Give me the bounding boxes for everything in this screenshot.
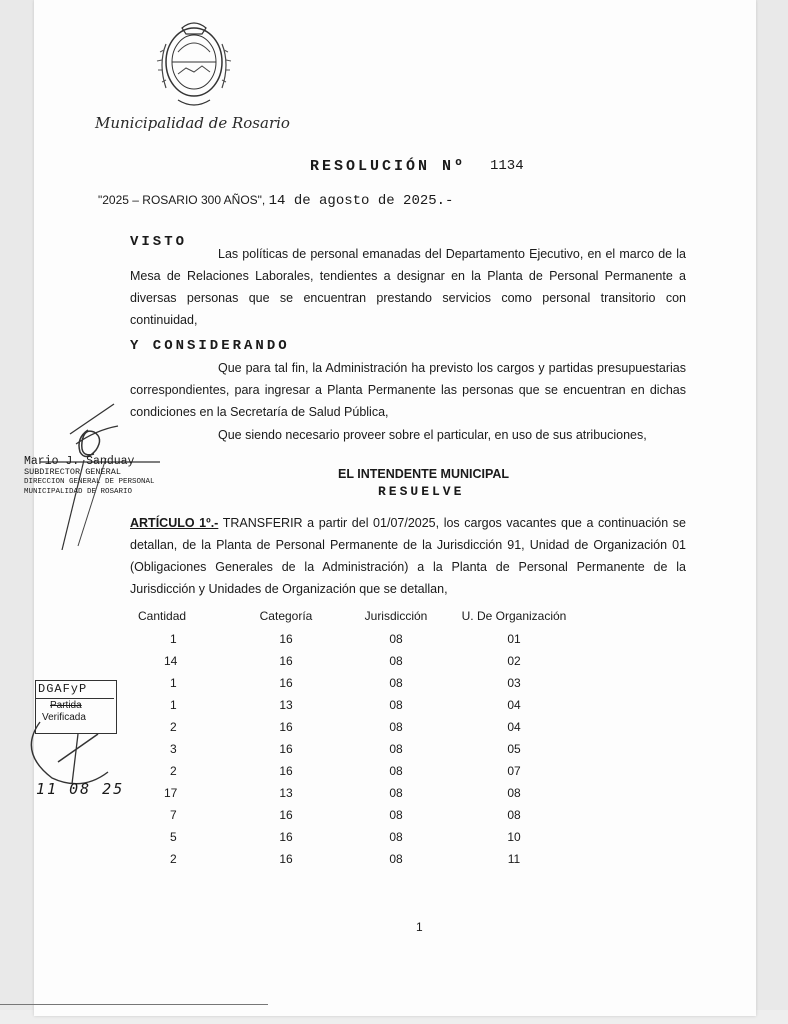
cell-cantidad: 2 bbox=[170, 852, 177, 866]
cell-unidad: 02 bbox=[507, 654, 521, 668]
cell-cantidad: 7 bbox=[170, 808, 177, 822]
resuelve-heading: RESUELVE bbox=[378, 484, 465, 499]
cell-categoria: 13 bbox=[279, 698, 293, 712]
cell-jurisdiccion: 08 bbox=[389, 830, 403, 844]
cell-cantidad: 2 bbox=[170, 764, 177, 778]
signature-block bbox=[24, 457, 155, 497]
cell-unidad: 08 bbox=[507, 786, 521, 800]
table-row bbox=[110, 672, 572, 694]
cell-unidad: 10 bbox=[507, 830, 521, 844]
footer-rule bbox=[0, 1004, 268, 1005]
table-row bbox=[110, 738, 572, 760]
cell-unidad: 05 bbox=[507, 742, 521, 756]
table-row bbox=[110, 782, 572, 804]
cell-jurisdiccion: 08 bbox=[389, 632, 403, 646]
cell-cantidad: 3 bbox=[170, 742, 177, 756]
cell-jurisdiccion: 08 bbox=[389, 764, 403, 778]
cell-jurisdiccion: 08 bbox=[389, 808, 403, 822]
cell-jurisdiccion: 08 bbox=[389, 720, 403, 734]
cell-unidad: 03 bbox=[507, 676, 521, 690]
cell-categoria: 16 bbox=[279, 654, 293, 668]
motto-date-line bbox=[98, 193, 453, 209]
cell-categoria: 16 bbox=[279, 720, 293, 734]
cell-jurisdiccion: 08 bbox=[389, 676, 403, 690]
coat-of-arms-icon bbox=[148, 14, 240, 114]
cell-unidad: 04 bbox=[507, 720, 521, 734]
table-row bbox=[110, 694, 572, 716]
cell-categoria: 16 bbox=[279, 764, 293, 778]
cell-cantidad: 1 bbox=[170, 676, 177, 690]
cell-cantidad: 17 bbox=[164, 786, 178, 800]
visto-heading: VISTO bbox=[130, 234, 188, 250]
cell-unidad: 07 bbox=[507, 764, 521, 778]
table-row bbox=[110, 650, 572, 672]
cell-cantidad: 1 bbox=[170, 698, 177, 712]
resolution-date: 14 de agosto de 2025.- bbox=[268, 193, 454, 209]
stamp-handwritten-date: 11 08 25 bbox=[36, 780, 125, 798]
cell-categoria: 16 bbox=[279, 632, 293, 646]
cell-cantidad: 14 bbox=[164, 654, 178, 668]
stamp-partida: Partida bbox=[50, 700, 82, 711]
table-row bbox=[110, 826, 572, 848]
table-row bbox=[110, 716, 572, 738]
resolution-label: RESOLUCIÓN Nº bbox=[310, 158, 467, 175]
cell-cantidad: 2 bbox=[170, 720, 177, 734]
cell-unidad: 01 bbox=[507, 632, 521, 646]
cell-categoria: 16 bbox=[279, 830, 293, 844]
signatory-title: SUBDIRECTOR GENERAL bbox=[24, 467, 121, 477]
table-row bbox=[110, 760, 572, 782]
stamp-verificada: Verificada bbox=[42, 712, 86, 723]
header-categoria: Categoría bbox=[259, 609, 313, 623]
cell-jurisdiccion: 08 bbox=[389, 654, 403, 668]
cell-jurisdiccion: 08 bbox=[389, 852, 403, 866]
cell-categoria: 16 bbox=[279, 852, 293, 866]
page-number: 1 bbox=[416, 920, 423, 934]
article-1-text: TRANSFERIR a partir del 01/07/2025, los cargos vacantes que a continuación se detallan, de la Planta de Personal Permanente de la Jurisdicción 91, Unidad de Organización 01 (Obligaciones Generales de la Administración) a la Planta de Personal Permanente de la Jurisdicción y Unidades de Organización que se detallan, bbox=[130, 516, 686, 596]
signatory-municipality: MUNICIPALIDAD DE ROSARIO bbox=[24, 488, 133, 496]
intendente-heading: EL INTENDENTE MUNICIPAL bbox=[338, 467, 510, 481]
cell-unidad: 04 bbox=[507, 698, 521, 712]
table-row bbox=[110, 804, 572, 826]
table-row bbox=[110, 848, 572, 870]
cell-unidad: 08 bbox=[507, 808, 521, 822]
institution-name: Municipalidad de Rosario bbox=[95, 114, 290, 132]
header-cantidad: Cantidad bbox=[138, 609, 187, 623]
cell-unidad: 11 bbox=[507, 852, 521, 866]
cell-categoria: 16 bbox=[279, 676, 293, 690]
cell-categoria: 16 bbox=[279, 742, 293, 756]
considerando-heading: Y CONSIDERANDO bbox=[130, 338, 290, 354]
motto: "2025 – ROSARIO 300 AÑOS", bbox=[98, 193, 266, 207]
considerando-paragraph-1: Que para tal fin, la Administración ha previsto los cargos y partidas presupuestarias correspondientes, para ingresar a Planta Permanente las personas que se encuentran en dichas condiciones en la Secretaría de Salud Pública, bbox=[130, 361, 686, 419]
cell-categoria: 16 bbox=[279, 808, 293, 822]
table-header-row bbox=[110, 604, 572, 628]
cell-categoria: 13 bbox=[279, 786, 293, 800]
table-row bbox=[110, 628, 572, 650]
article-1-label: ARTÍCULO 1º.- bbox=[130, 516, 219, 530]
signatory-name: Mario J. Sanduay bbox=[24, 455, 135, 468]
cell-jurisdiccion: 08 bbox=[389, 698, 403, 712]
article-1 bbox=[130, 512, 686, 600]
cell-jurisdiccion: 08 bbox=[389, 786, 403, 800]
resolution-number: 1134 bbox=[490, 158, 524, 174]
stamp-agency: DGAFyP bbox=[38, 682, 88, 696]
header-unidad-organizacion: U. De Organización bbox=[461, 609, 567, 623]
header-jurisdiccion: Jurisdicción bbox=[364, 609, 428, 623]
verification-stamp bbox=[14, 672, 126, 810]
cargos-table bbox=[110, 604, 572, 870]
signatory-department: DIRECCION GENERAL DE PERSONAL bbox=[24, 478, 155, 486]
cell-cantidad: 1 bbox=[170, 632, 177, 646]
cell-jurisdiccion: 08 bbox=[389, 742, 403, 756]
visto-text: Las políticas de personal emanadas del Departamento Ejecutivo, en el marco de la Mesa de Relaciones Laborales, tendientes a designar en la Planta de Personal Permanente a diversas personas que se encuentran prestando servicios como personal transitorio con continuidad, bbox=[130, 247, 686, 327]
cell-cantidad: 5 bbox=[170, 830, 177, 844]
considerando-paragraph-2: Que siendo necesario proveer sobre el particular, en uso de sus atribuciones, bbox=[218, 428, 647, 442]
